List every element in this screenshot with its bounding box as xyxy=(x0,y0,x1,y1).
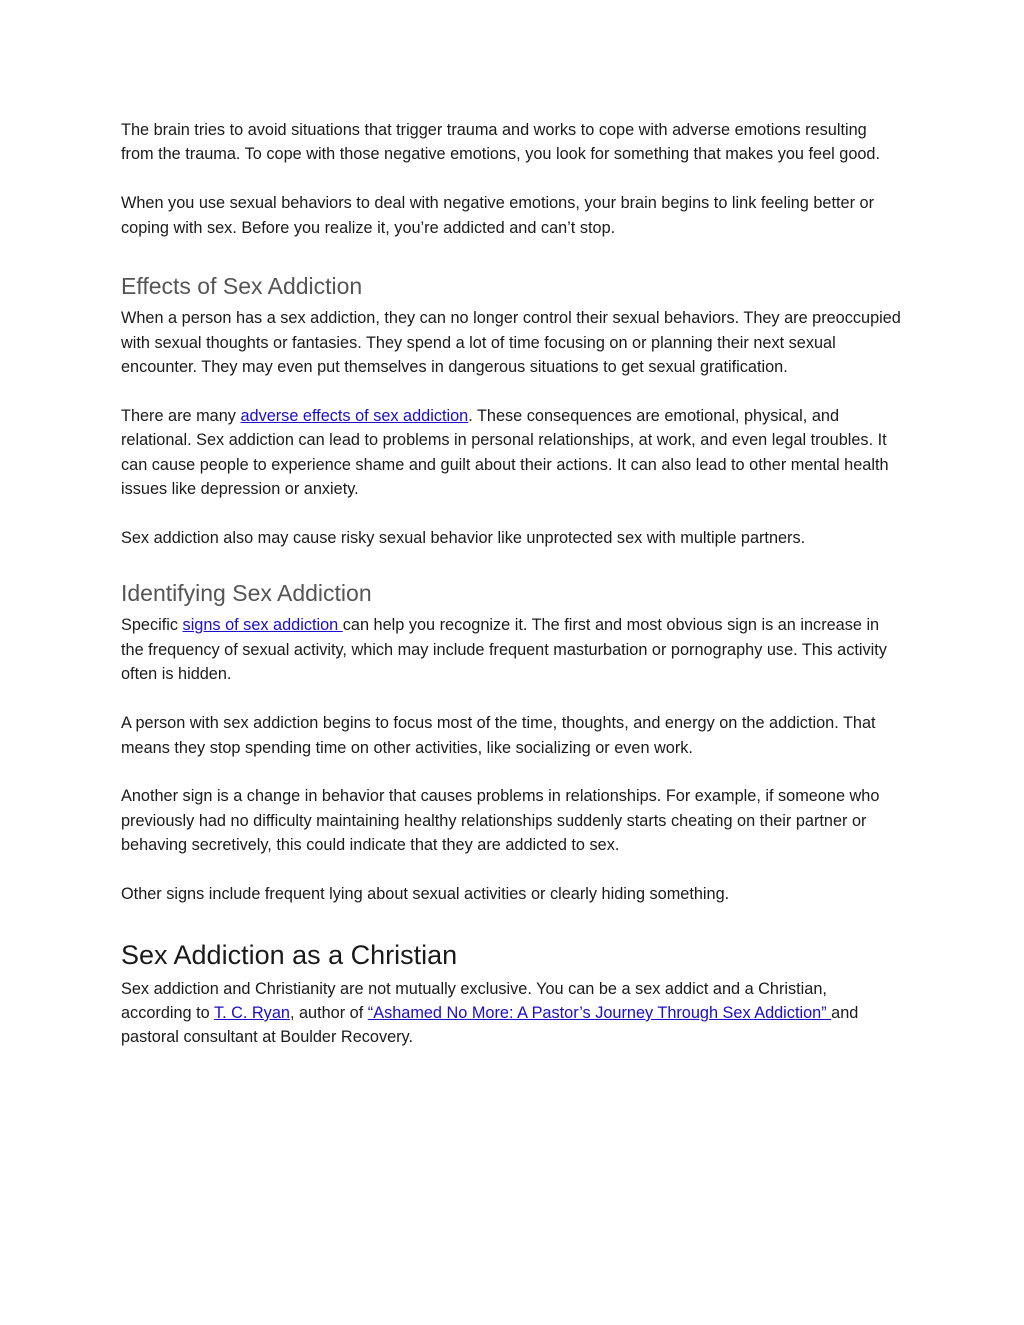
author-link[interactable]: T. C. Ryan xyxy=(213,1003,290,1022)
christian-p1-text-before: Sex addiction and Christianity are not mutually exclusive. You can be a sex addict and a Christian, according to xyxy=(121,979,827,1022)
christian-p1-text-after: and pastoral consultant at Boulder Recovery. xyxy=(121,1003,859,1047)
signs-of-sex-addiction-link[interactable]: signs of sex addiction xyxy=(182,616,343,635)
identifying-p1-text-before: Specific xyxy=(121,616,183,635)
effects-p2-text-after: . These consequences are emotional, physical, and relational. Sex addiction can lead to problems in personal relationships, at work, and even legal troubles. It can cause people to experience shame and guilt about their actions. It can also lead to other mental health issues like depression or anxiety. xyxy=(121,406,889,499)
effects-paragraph-1: When a person has a sex addiction, they can no longer control their sexual behaviors. They are preoccupied with sexual thoughts or fantasies. They spend a lot of time focusing on or planning their next sexual encounter. They may even put themselves in dangerous situations to get sexual gratification. xyxy=(121,309,901,376)
section-heading-effects: Effects of Sex Addiction xyxy=(121,273,363,300)
effects-p2-text-before: There are many xyxy=(121,406,241,425)
christian-p1-text-middle: , author of xyxy=(289,1003,368,1022)
book-title-link[interactable]: “Ashamed No More: A Pastor’s Journey Through Sex Addiction” xyxy=(367,1003,832,1022)
intro-paragraph-2: When you use sexual behaviors to deal with negative emotions, your brain begins to link feeling better or coping with sex. Before you realize it, you’re addicted and can’t stop. xyxy=(121,194,874,237)
identifying-paragraph-4: Other signs include frequent lying about sexual activities or clearly hiding something. xyxy=(121,885,730,904)
identifying-paragraph-1 xyxy=(121,613,901,686)
christian-paragraph-1 xyxy=(121,977,901,1050)
effects-paragraph-2 xyxy=(121,404,901,502)
document-page xyxy=(121,118,901,1050)
identifying-paragraph-3: Another sign is a change in behavior that causes problems in relationships. For example, if someone who previously had no difficulty maintaining healthy relationships suddenly starts cheating on their partner or behaving secretively, this could indicate that they are addicted to sex. xyxy=(121,787,880,855)
identifying-p1-text-after: can help you recognize it. The first and most obvious sign is an increase in the frequency of sexual activity, which may include frequent masturbation or pornography use. This activity often is hidden. xyxy=(121,616,887,684)
identifying-paragraph-2: A person with sex addiction begins to focus most of the time, thoughts, and energy on the addiction. That means they stop spending time on other activities, like socializing or even work. xyxy=(121,714,876,757)
effects-paragraph-3: Sex addiction also may cause risky sexual behavior like unprotected sex with multiple partners. xyxy=(121,528,806,547)
intro-paragraph-1: The brain tries to avoid situations that trigger trauma and works to cope with adverse emotions resulting from the trauma. To cope with those negative emotions, you look for something that makes you feel good. xyxy=(121,121,881,164)
section-heading-identifying: Identifying Sex Addiction xyxy=(121,580,372,607)
adverse-effects-link[interactable]: adverse effects of sex addiction xyxy=(240,406,469,425)
section-heading-christian: Sex Addiction as a Christian xyxy=(121,939,458,970)
